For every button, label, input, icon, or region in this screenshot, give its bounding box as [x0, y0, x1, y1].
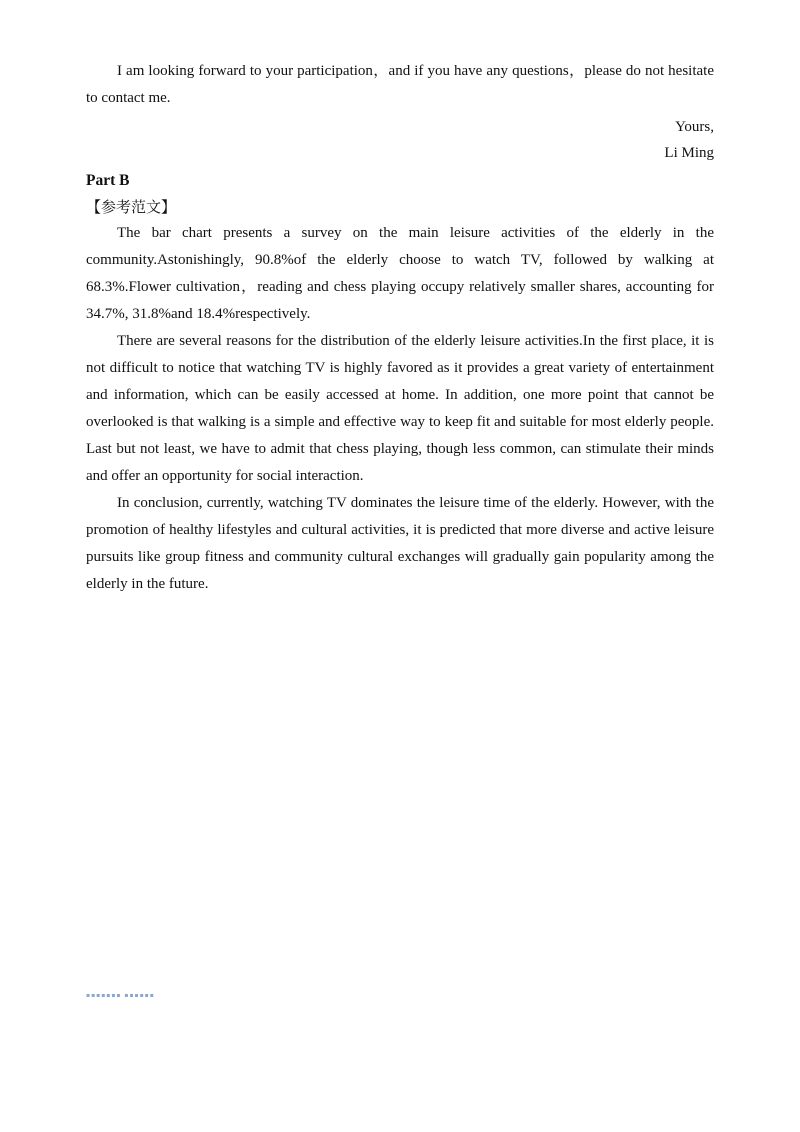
letter-signoff: Yours, [675, 119, 714, 135]
document-page [86, 58, 714, 598]
letter-signature: Li Ming [664, 145, 714, 161]
section-heading-part-b: Part B [86, 172, 130, 189]
essay-paragraph-1: The bar chart presents a survey on the main leisure activities of the elderly in the community.Astonishingly, 90.8%of the elderly choose to watch TV, followed by walking at 68.3%.Flower cultivation，reading and chess playing occupy relatively smaller shares, accounting for 34.7%, 31.8%and 18.4%respectively. [86, 225, 714, 322]
reference-essay-tag: 【参考范文】 [86, 198, 177, 216]
essay-paragraph-3: In conclusion, currently, watching TV dominates the leisure time of the elderly. However, with the promotion of healthy lifestyles and cultural activities, it is predicted that more diverse and active leisure pursuits like group fitness and community cultural exchanges will gradually gain popularity among the elderly in the future. [86, 495, 714, 592]
footer-watermark: ▪▪▪▪▪▪▪ ▪▪▪▪▪▪ [86, 992, 155, 999]
essay-paragraph-2: There are several reasons for the distribution of the elderly leisure activities.In the first place, it is not difficult to notice that watching TV is highly favored as it provides a great variety of entertainment and information, which can be easily accessed at home. In addition, one more point that cannot be overlooked is that walking is a simple and effective way to keep fit and suitable for most elderly people. Last but not least, we have to admit that chess playing, though less common, can stimulate their minds and offer an opportunity for social interaction. [86, 333, 714, 484]
letter-closing-paragraph: I am looking forward to your participation，and if you have any questions，please do not hesitate to contact me. [86, 63, 714, 106]
